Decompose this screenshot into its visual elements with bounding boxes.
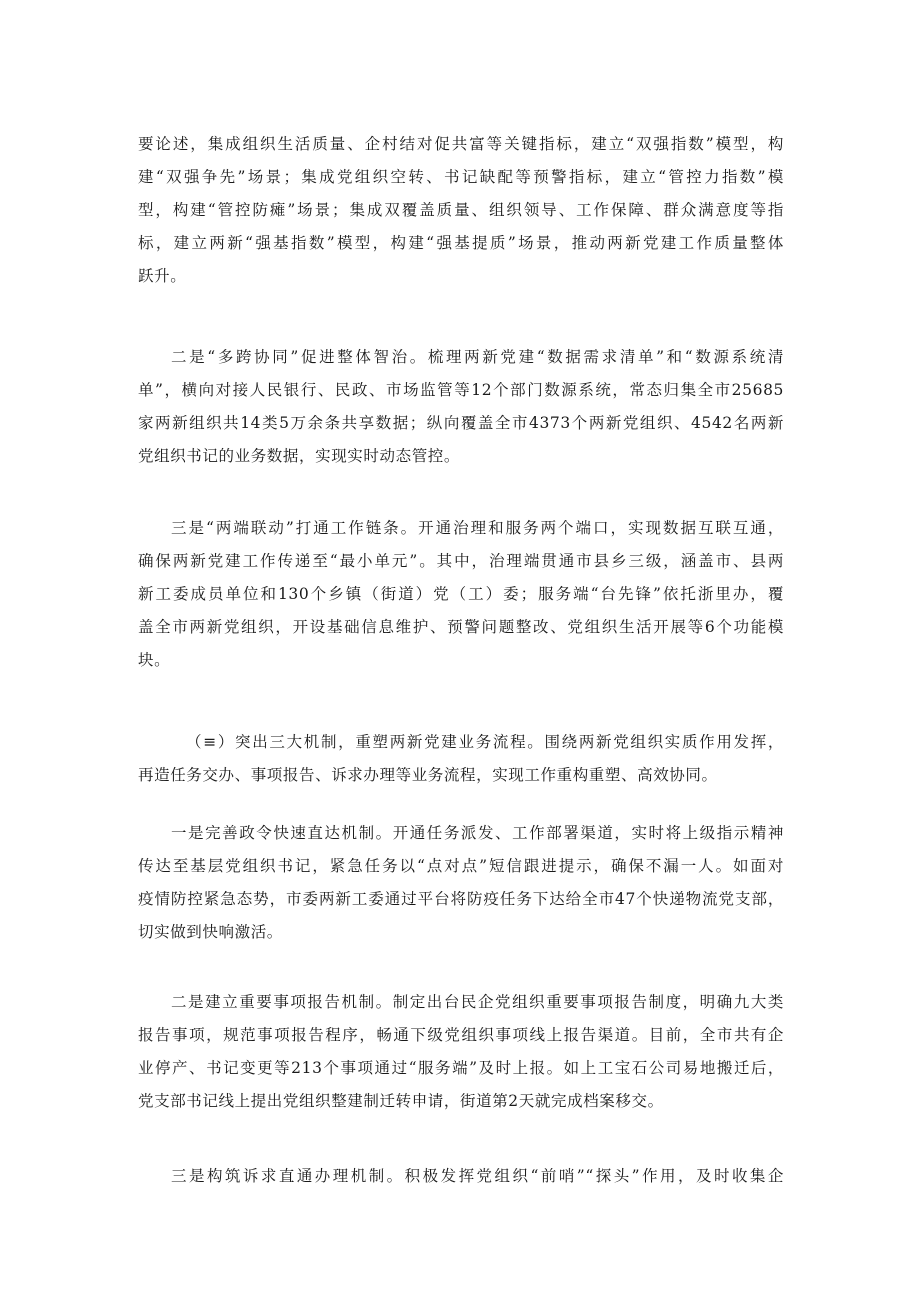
- text-line: 党支部书记线上提出党组织整建制迁转申请，街道第2天就完成档案移交。: [138, 1092, 664, 1110]
- text-line: 传达至基层党组织书记，紧急任务以“点对点”短信跟进提示，确保不漏一人。如面对: [138, 857, 784, 875]
- text-line: （≡）突出三大机制，重塑两新党建业务流程。围绕两新党组织实质作用发挥，: [186, 733, 784, 751]
- text-line: 型，构建“管控防瘫”场景；集成双覆盖质量、组织领导、工作保障、群众满意度等指: [138, 201, 784, 219]
- text-line: 党组织书记的业务数据，实现实时动态管控。: [138, 447, 461, 465]
- text-line: 跃升。: [138, 267, 187, 285]
- text-line: 一是完善政令快速直达机制。开通任务派发、工作部署渠道，实时将上级指示精神: [171, 824, 784, 842]
- text-line: 报告事项，规范事项报告程序，畅通下级党组织事项线上报告渠道。目前，全市共有企: [138, 1026, 784, 1044]
- text-line: 要论述，集成组织生活质量、企村结对促共富等关键指标，建立“双强指数”模型，构: [138, 135, 784, 153]
- text-line: 三是构筑诉求直通办理机制。积极发挥党组织“前哨”“探头”作用，及时收集企: [171, 1167, 784, 1185]
- text-line: 二是“多跨协同”促进整体智治。梳理两新党建“数据需求清单”和“数源系统清: [171, 348, 784, 366]
- text-line: 二是建立重要事项报告机制。制定出台民企党组织重要事项报告制度，明确九大类: [171, 993, 784, 1011]
- text-line: 块。: [138, 651, 171, 669]
- text-line: 盖全市两新党组织，开设基础信息维护、预警问题整改、党组织生活开展等6个功能模: [138, 618, 784, 636]
- text-line: 再造任务交办、事项报告、诉求办理等业务流程，实现工作重构重塑、高效协同。: [138, 766, 718, 784]
- paragraph-4: [138, 726, 784, 792]
- paragraph-2: [138, 341, 784, 473]
- text-line: 切实做到快响激活。: [138, 923, 283, 941]
- text-line: 建“双强争先”场景；集成党组织空转、书记缺配等预警指标，建立“管控力指数”模: [138, 168, 784, 186]
- text-line: 标，建立两新“强基指数”模型，构建“强基提质”场景，推动两新党建工作质量整体: [138, 234, 784, 252]
- text-line: 三是“两端联动”打通工作链条。开通治理和服务两个端口，实现数据互联互通，: [171, 519, 784, 537]
- text-line: 家两新组织共14类5万余条共享数据；纵向覆盖全市4373个两新党组织、4542名两新: [138, 414, 784, 432]
- text-line: 确保两新党建工作传递至“最小单元”。其中，治理端贯通市县乡三级，涵盖市、县两: [138, 552, 784, 570]
- text-line: 业停产、书记变更等213个事项通过“服务端”及时上报。如上工宝石公司易地搬迁后，: [138, 1059, 784, 1077]
- paragraph-3: [138, 512, 784, 677]
- paragraph-1: [138, 128, 784, 293]
- paragraph-7: [138, 1160, 784, 1193]
- text-line: 疫情防控紧急态势，市委两新工委通过平台将防疫任务下达给全市47个快递物流党支部，: [138, 890, 784, 908]
- paragraph-6: [138, 986, 784, 1118]
- paragraph-5: [138, 817, 784, 949]
- text-line: 单”，横向对接人民银行、民政、市场监管等12个部门数源系统，常态归集全市25685: [138, 381, 784, 399]
- text-line: 新工委成员单位和130个乡镇（街道）党（工）委；服务端“台先锋”依托浙里办，覆: [138, 585, 784, 603]
